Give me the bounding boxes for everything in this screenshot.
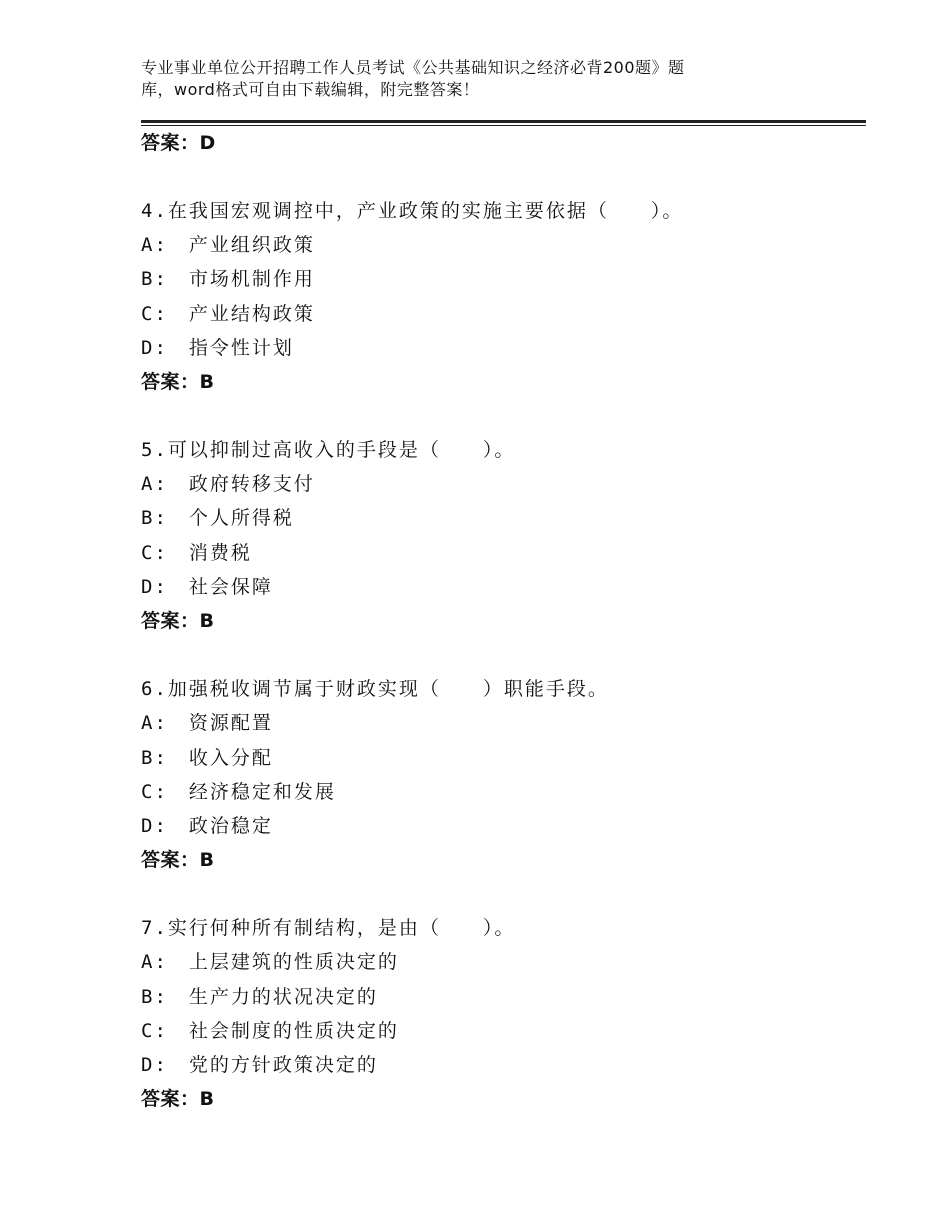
option-c: C: 消费税 bbox=[141, 542, 252, 564]
option-b: B: 收入分配 bbox=[141, 747, 273, 769]
answer-label: 答案：B bbox=[141, 371, 215, 393]
header-divider-thin bbox=[141, 125, 866, 126]
option-c: C: 社会制度的性质决定的 bbox=[141, 1020, 399, 1042]
question-stem: 7.实行何种所有制结构，是由（ ）。 bbox=[141, 917, 516, 939]
header-title-line-1: 专业事业单位公开招聘工作人员考试《公共基础知识之经济必背200题》题 bbox=[141, 58, 685, 77]
option-d: D: 指令性计划 bbox=[141, 337, 294, 359]
answer-label: 答案：B bbox=[141, 1088, 215, 1110]
option-d: D: 政治稳定 bbox=[141, 815, 273, 837]
option-c: C: 经济稳定和发展 bbox=[141, 781, 336, 803]
answer-label: 答案：B bbox=[141, 849, 215, 871]
option-a: A: 资源配置 bbox=[141, 712, 273, 734]
option-a: A: 政府转移支付 bbox=[141, 473, 315, 495]
option-c: C: 产业结构政策 bbox=[141, 303, 315, 325]
option-b: B: 市场机制作用 bbox=[141, 268, 315, 290]
question-stem: 4.在我国宏观调控中，产业政策的实施主要依据（ ）。 bbox=[141, 200, 684, 222]
option-d: D: 社会保障 bbox=[141, 576, 273, 598]
header-title-line-2: 库，word格式可自由下载编辑，附完整答案！ bbox=[141, 80, 480, 99]
question-stem: 6.加强税收调节属于财政实现（ ）职能手段。 bbox=[141, 678, 609, 700]
option-a: A: 上层建筑的性质决定的 bbox=[141, 951, 399, 973]
option-d: D: 党的方针政策决定的 bbox=[141, 1054, 378, 1076]
answer-label: 答案：B bbox=[141, 610, 215, 632]
option-b: B: 生产力的状况决定的 bbox=[141, 986, 378, 1008]
header-divider-thick bbox=[141, 120, 866, 123]
previous-answer: 答案：D bbox=[141, 132, 216, 154]
document-header bbox=[141, 57, 781, 101]
option-a: A: 产业组织政策 bbox=[141, 234, 315, 256]
option-b: B: 个人所得税 bbox=[141, 507, 294, 529]
question-stem: 5.可以抑制过高收入的手段是（ ）。 bbox=[141, 439, 516, 461]
